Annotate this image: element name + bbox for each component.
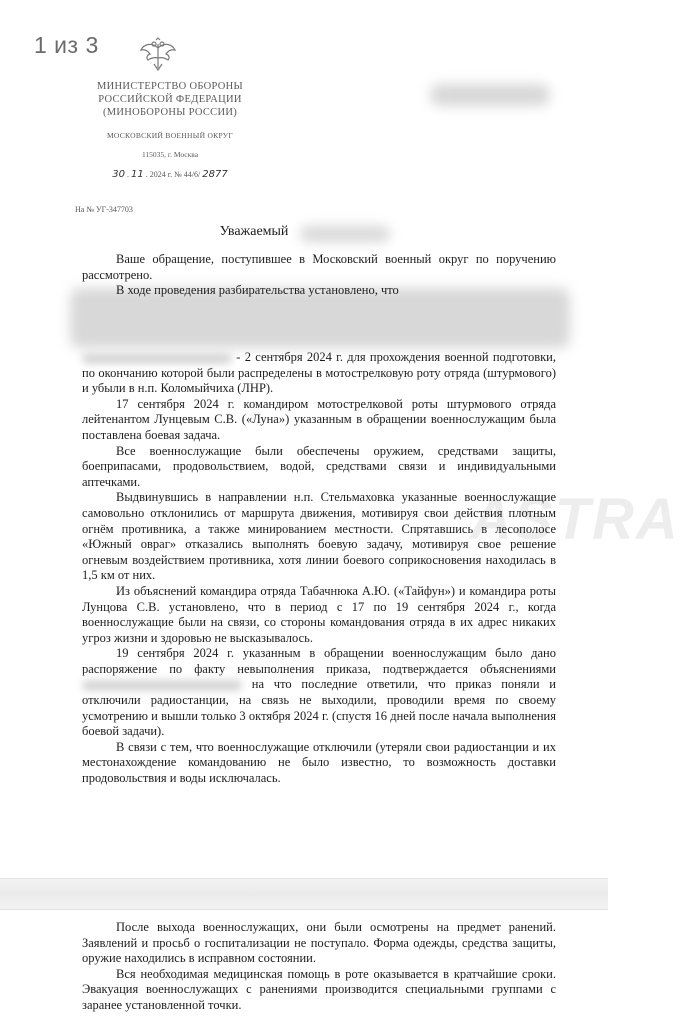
redaction-top-right	[430, 84, 550, 106]
paragraph-8-start: 19 сентября 2024 г. указанным в обращении военнослужащим было дано распоряжение по факту невыполнения приказа, подтверждается объяснениями	[82, 646, 556, 676]
ministry-line-3: (МИНОБОРОНЫ РОССИИ)	[102, 107, 238, 118]
salutation-text: Уважаемый	[219, 224, 289, 239]
page-2-paragraph-1: После выхода военнослужащих, они были осмотрены на предмет ранений. Заявлений и просьб о госпитализации не поступало. Форма одежды, средства защиты, оружие находились в исправном состоянии.	[82, 920, 556, 966]
salutation	[0, 224, 608, 240]
ministry-line-1: МИНИСТЕРСТВО ОБОРОНЫ	[97, 81, 243, 92]
redaction-inline	[82, 353, 232, 364]
paragraph-6: Выдвинувшись в направлении н.п. Стельмаховка указанные военнослужащие самовольно отклонились от маршрута движения, мотивируя свои действия плотным огнём противника, а также минированием местности. Спрятавшись в лесополосе «Южный овраг» отказались выполнять боевую задачу, мотивируя свое решение огневым воздействием противника, хотя линии боевого соприкосновения находилась в 1,5 км от них.	[82, 490, 556, 583]
page-counter: 1 из 3	[34, 32, 99, 58]
redaction-names	[82, 680, 242, 691]
reference-number: На № УГ-347703	[75, 205, 133, 214]
paragraph-2: В ходе проведения разбирательства установлено, что	[116, 283, 399, 298]
district-name: МОСКОВСКИЙ ВОЕННЫЙ ОКРУГ	[106, 131, 234, 140]
date-year: 2024 г. № 44/6/	[149, 170, 201, 179]
paragraph-3-text: - 2 сентября 2024 г. для прохождения военной подготовки, по окончанию которой были распределены в мотострелковую роту отряда (штурмового) и убыли в н.п. Коломыйчиха (ЛНР).	[82, 350, 556, 396]
letterhead	[70, 80, 270, 180]
paragraph-8	[82, 646, 556, 740]
page-separator	[0, 878, 608, 910]
paragraph-1: Ваше обращение, поступившее в Московский военный округ по поручению рассмотрено.	[82, 252, 556, 282]
ministry-line-2: РОССИЙСКОЙ ФЕДЕРАЦИИ	[98, 94, 242, 105]
paragraph-5: Все военнослужащие были обеспечены оружием, средствами защиты, боеприпасами, продовольствием, водой, средствами связи и индивидуальными аптечками.	[82, 443, 556, 489]
address: 115035, г. Москва	[141, 150, 199, 159]
ministry-name	[70, 80, 270, 119]
paragraph-3	[82, 350, 556, 397]
double-headed-eagle-emblem	[138, 38, 178, 74]
letter-body-page-1	[82, 252, 556, 299]
paragraph-9: В связи с тем, что военнослужащие отключили (утеряли свои радиостанции и их местонахождение командованию не было известно, то возможность доставки продовольствия и воды исключалась.	[82, 739, 556, 786]
paragraph-8-end: на что последние ответили, что приказ поняли и отключили радиостанции, на связь не выходили, проводили время по своему усмотрению и вышли только 3 октября 2024 г. (спустя 16 дней после начала выполнения боевой задачи).	[82, 677, 556, 739]
paragraph-7: Из объяснений командира отряда Табачнюка А.Ю. («Тайфун») и командира роты Лунцова С.В. установлено, что в период с 17 по 19 сентября 2024 г., когда военнослужащие были на связи, со стороны командования отряда в их адрес никаких угроз жизни и здоровью не высказывалось.	[82, 583, 556, 645]
date-line: 30 . 11 . 2024 г. № 44/6/ 2877	[112, 169, 228, 180]
paragraph-4: 17 сентября 2024 г. командиром мотострелковой роты штурмового отряда лейтенантом Лунцевым С.В. («Луна») указанным в обращении военнослужащим была поставлена боевая задача.	[82, 396, 556, 442]
letter-body-continued	[82, 350, 556, 787]
letter-body-page-2	[82, 920, 556, 1014]
date-month: 11	[131, 169, 144, 180]
page-2-paragraph-2: Вся необходимая медицинская помощь в роте оказывается в кратчайшие сроки. Эвакуация военнослужащих с ранениями производится специальными группами с заранее установленной точки.	[82, 966, 556, 1012]
date-number: 2877	[202, 169, 228, 180]
watermark: ASTRA	[470, 487, 680, 552]
date-day: 30	[112, 169, 126, 180]
